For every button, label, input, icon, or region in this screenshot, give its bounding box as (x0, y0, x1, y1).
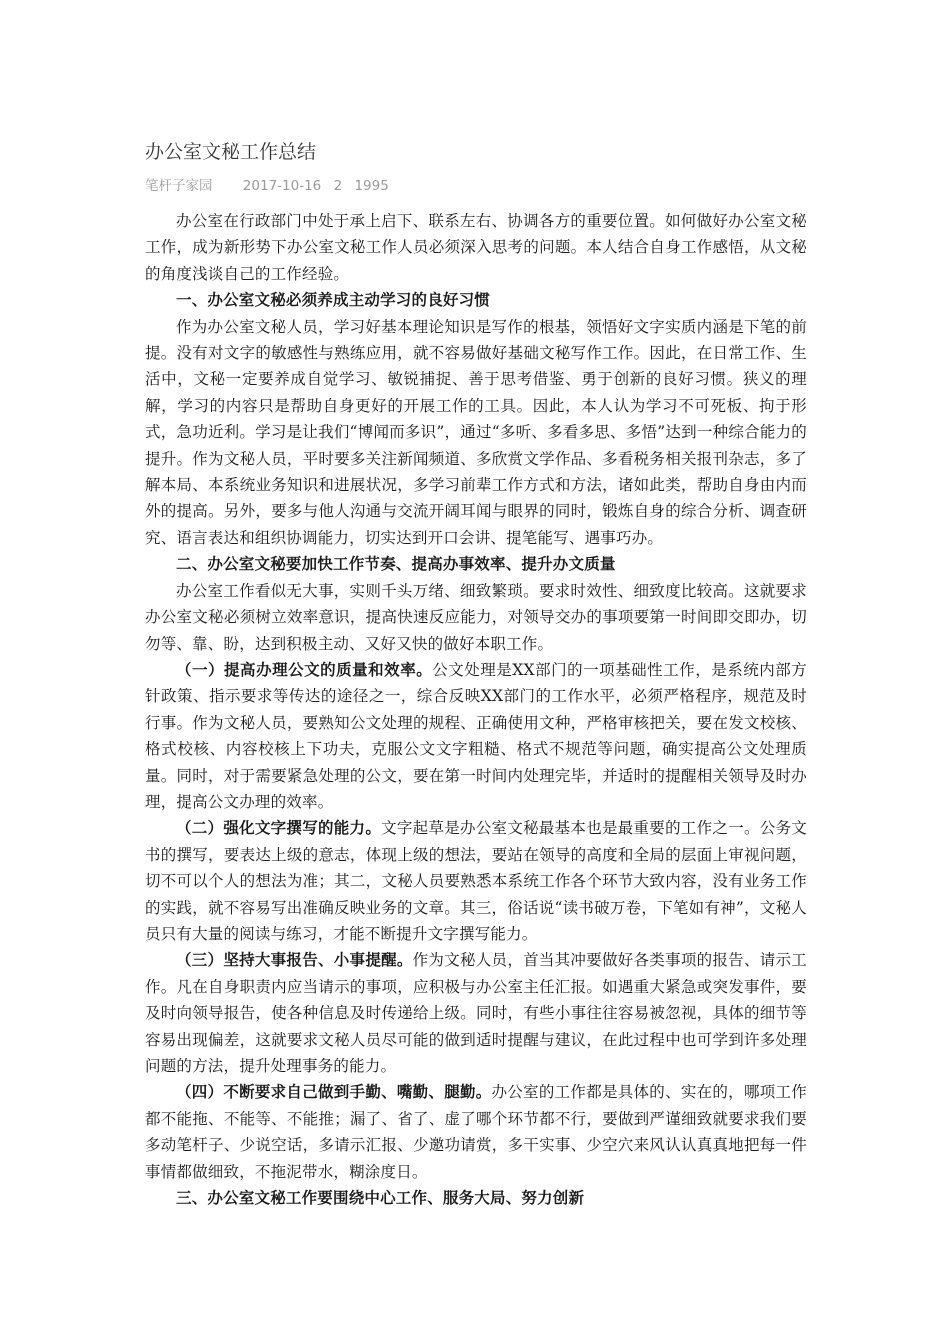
item-2-lead: （二）强化文字撰写的能力。 (176, 818, 382, 838)
section-2-item-2 (145, 815, 807, 947)
section-2-item-1 (145, 657, 807, 815)
article-title: 办公室文秘工作总结 (145, 141, 317, 163)
document-page (145, 138, 807, 1211)
section-3-heading: 三、办公室文秘工作要围绕中心工作、服务大局、努力创新 (176, 1188, 585, 1208)
section-1-paragraph: 作为办公室文秘人员，学习好基本理论知识是写作的根基，领悟好文字实质内涵是下笔的前提。没有对文字的敏感性与熟练应用，就不容易做好基础文秘写作工作。因此，在日常工作、生活中，文秘一定要养成自觉学习、敏锐捕捉、善于思考借鉴、勇于创新的良好习惯。狭义的理解，学习的内容只是帮助自身更好的开展工作的工具。因此，本人认为学习不可死板、拘于形式，急功近利。学习是让我们“博闻而多识”，通过“多听、多看多思、多悟”达到一种综合能力的提升。作为文秘人员，平时要多关注新闻频道、多欣赏文学作品、多看税务相关报刊杂志，多了解本局、本系统业务知识和进展状况，多学习前辈工作方式和方法，诸如此类，帮助自身由内而外的提高。另外，要多与他人沟通与交流开阔耳闻与眼界的同时，锻炼自身的综合分析、调查研究、语言表达和组织协调能力，切实达到开口会讲、提笔能写、遇事巧办。 (145, 317, 807, 547)
item-3-text: 作为文秘人员，首当其冲要做好各类事项的报告、请示工作。凡在自身职责内应当请示的事项，应积极与办公室主任汇报。如遇重大紧急或突发事件，要及时向领导报告，使各种信息及时传递给上级。同时，有些小事往往容易被忽视，具体的细节等容易出现偏差，这就要求文秘人员尽可能的做到适时提醒与建议，在此过程中也可学到许多处理问题的方法，提升处理事务的能力。 (145, 951, 807, 1075)
item-1-lead: （一）提高办理公文的质量和效率。 (176, 659, 433, 679)
item-4-text: 办公室的工作都是具体的、实在的，哪项工作都不能拖、不能等、不能推；漏了、省了、虚了哪个环节都不行，要做到严谨细致就要求我们要多动笔杆子、少说空话，多请示汇报、少邀功请赏，多干实事、少空穴来风认认真真地把每一件事情都做细致，不拖泥带水，糊涂度日。 (145, 1083, 807, 1181)
article-meta (145, 176, 807, 196)
intro-paragraph: 办公室在行政部门中处于承上启下、联系左右、协调各方的重要位置。如何做好办公室文秘工作，成为新形势下办公室文秘工作人员必须深入思考的问题。本人结合自身工作感悟，从文秘的角度浅谈自己的工作经验。 (145, 212, 807, 283)
section-2-heading: 二、办公室文秘要加快工作节奏、提高办事效率、提升办文质量 (176, 554, 616, 574)
section-2-item-3 (145, 947, 807, 1079)
item-4-lead: （四）不断要求自己做到手勤、嘴勤、腿勤。 (176, 1082, 492, 1102)
article-view-count: 1995 (354, 178, 389, 194)
section-1-heading: 一、办公室文秘必须养成主动学习的良好习惯 (176, 290, 491, 310)
article-date: 2017-10-16 (242, 178, 322, 194)
article-comment-count: 2 (333, 178, 343, 194)
article-body (145, 208, 807, 1211)
item-2-text: 文字起草是办公室文秘最基本也是最重要的工作之一。公务文书的撰写，要表达上级的意志，体现上级的想法，要站在领导的高度和全局的层面上审视问题，切不可以个人的想法为准；其二，文秘人员要熟悉本系统工作各个环节大致内容，没有业务工作的实践，就不容易写出准确反映业务的文章。其三，俗话说“读书破万卷，下笔如有神”，文秘人员只有大量的阅读与练习，才能不断提升文字撰写能力。 (145, 819, 808, 943)
section-2-paragraph: 办公室工作看似无大事，实则千头万绪、细致繁琐。要求时效性、细致度比较高。这就要求办公室文秘必须树立效率意识，提高快速反应能力，对领导交办的事项要第一时间即交即办，切勿等、靠、盼，达到积极主动、又好又快的做好本职工作。 (145, 581, 807, 653)
article-source[interactable]: 笔杆子家园 (145, 178, 213, 194)
item-1-text: 公文处理是XX部门的一项基础性工作，是系统内部方针政策、指示要求等传达的途径之一，综合反映XX部门的工作水平，必须严格程序，规范及时行事。作为文秘人员，要熟知公文处理的规程、正确使用文种，严格审核把关，要在发文校核、格式校核、内容校核上下功夫，克服公文文字粗糙、格式不规范等问题，确实提高公文处理质量。同时，对于需要紧急处理的公文，要在第一时间内处理完毕，并适时的提醒相关领导及时办理，提高公文办理的效率。 (145, 660, 808, 811)
section-2-item-4 (145, 1079, 807, 1185)
item-3-lead: （三）坚持大事报告、小事提醒。 (176, 950, 413, 970)
